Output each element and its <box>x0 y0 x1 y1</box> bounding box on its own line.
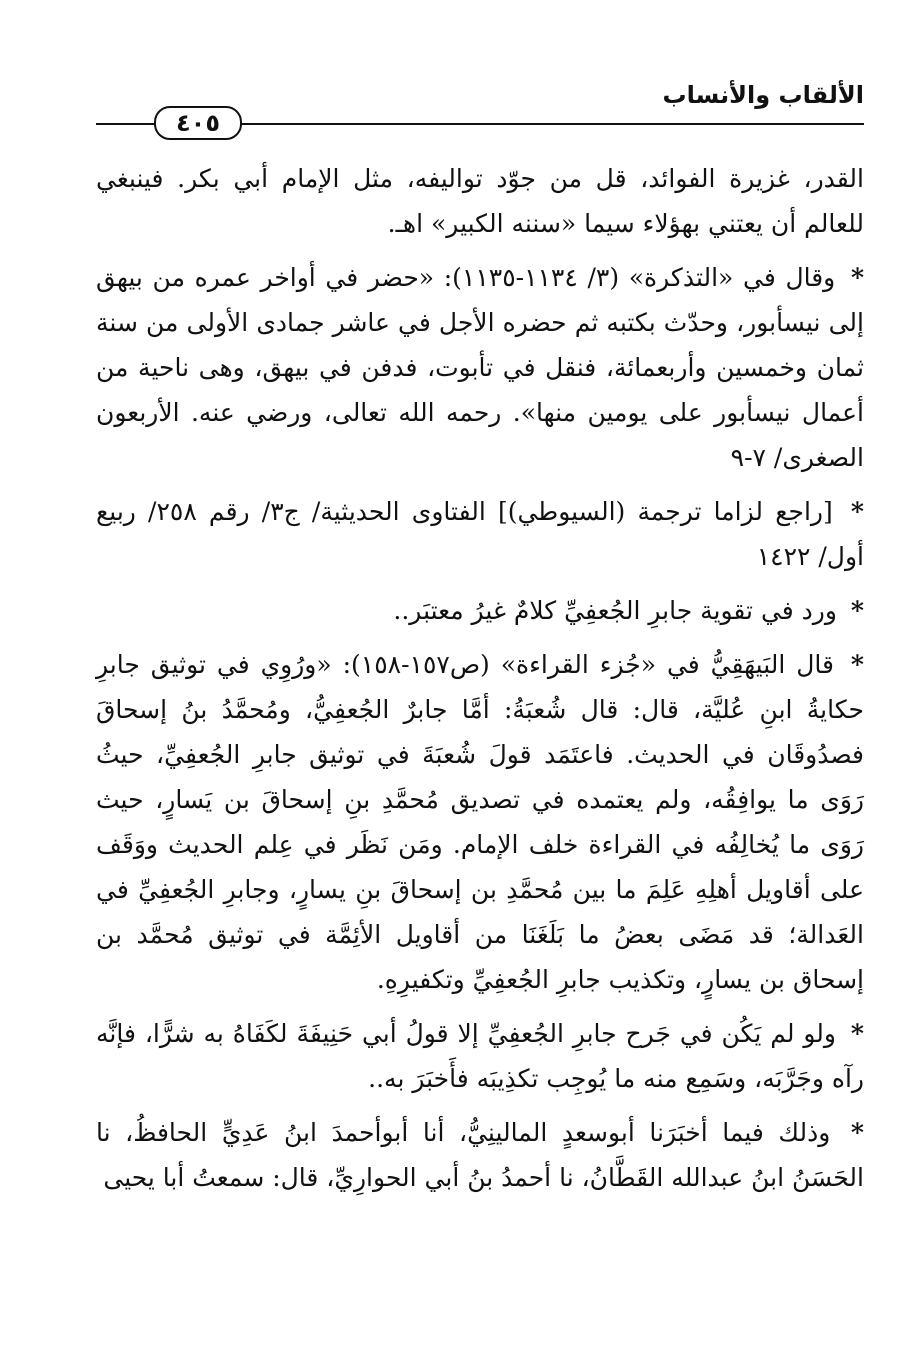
paragraph-bullet: * <box>850 1118 864 1147</box>
paragraph-bullet: * <box>850 1019 864 1048</box>
paragraph-text: القدر، غزيرة الفوائد، قل من جوّد تواليفه، مثل الإمام أبي بكر. فينبغي للعالم أن يعتني بهؤلاء سيما «سننه الكبير» اهـ. <box>96 164 864 238</box>
paragraph <box>96 1110 864 1200</box>
paragraph-bullet: * <box>850 650 864 679</box>
page-number: ٤٠٥ <box>154 106 242 140</box>
paragraph <box>96 489 864 579</box>
paragraph-text: وذلك فيما أخبَرَنا أبوسعدٍ المالينِيُّ، أنا أبوأحمدَ ابنُ عَدِيٍّ الحافظُ، نا الحَسَنُ ابنُ عبدالله القَطَّانُ، نا أحمدُ بنُ أبي الحوارِيِّ، قال: سمعتُ أبا يحيى <box>96 1118 864 1192</box>
paragraph <box>96 156 864 246</box>
paragraph <box>96 642 864 1002</box>
paragraph-text: ولو لم يَكُن في جَرح جابرِ الجُعفِيِّ إلا قولُ أبي حَنِيفَةَ لكَفَاهُ به شرًّا، فإنَّه رآه وجَرَّبَه، وسَمِع منه ما يُوجِب تكذِيبَه فأَخبَرَ به.. <box>96 1019 864 1093</box>
paragraph-text: قال البَيهَقِيُّ في «جُزء القراءة» (ص١٥٧-١٥٨): «ورُوِي في توثيق جابرِ حكايةُ ابنِ عُليَّة، قال: قال شُعبَةُ: أمَّا جابرٌ الجُعفِيُّ، ومُحمَّدُ بنُ إسحاقَ فصدُوقَان في الحديث. فاعتَمَد قولَ شُعبَةَ في توثيق جابرِ الجُعفِيِّ، حيثُ رَوَى ما يوافِقُه، ولم يعتمده في تصديق مُحمَّدِ بنِ إسحاقَ بن يَسارٍ، حيث رَوَى ما يُخالِفُه في القراءة خلف الإمام. ومَن نَظَر في عِلم الحديث ووَقَف على أقاويل أهلِهِ عَلِمَ ما بين مُحمَّدِ بن إسحاقَ بنِ يسارٍ، وجابرِ الجُعفِيِّ في العَدالة؛ قد مَضَى بعضُ ما بَلَغَنَا من أقاويل الأئِمَّة في توثيق مُحمَّد بن إسحاق بن يسارٍ، وتكذيب جابرِ الجُعفِيِّ وتكفيرِهِ. <box>96 650 864 994</box>
page-header <box>96 78 864 138</box>
paragraph <box>96 588 864 633</box>
paragraph-bullet: * <box>850 263 865 292</box>
paragraph-text: ورد في تقوية جابرِ الجُعفِيِّ كلامٌ غيرُ معتبَر.. <box>393 596 837 625</box>
paragraph-bullet: * <box>850 596 864 625</box>
paragraph <box>96 1011 864 1101</box>
paragraph-text: وقال في «التذكرة» (٣/ ١١٣٤-١١٣٥): «حضر في أواخر عمره من بيهق إلى نيسأبور، وحدّث بكتبه ثم حضره الأجل في عاشر جمادى الأولى من سنة ثمان وخمسين وأربعمائة، فنقل في تأبوت، فدفن في بيهق، وهى ناحية من أعمال نيسأبور على يومين منها». رحمه الله تعالى، ورضي عنه. الأربعون الصغرى/ ٧-٩ <box>96 263 864 472</box>
paragraph-text: [راجع لزاما ترجمة (السيوطي)] الفتاوى الحديثية/ ج٣/ رقم ٢٥٨/ ربيع أول/ ١٤٢٢ <box>96 497 864 571</box>
paragraph <box>96 255 864 480</box>
body-text <box>96 156 864 1209</box>
running-title: الألقاب والأنساب <box>662 81 864 109</box>
paragraph-bullet: * <box>850 497 864 526</box>
